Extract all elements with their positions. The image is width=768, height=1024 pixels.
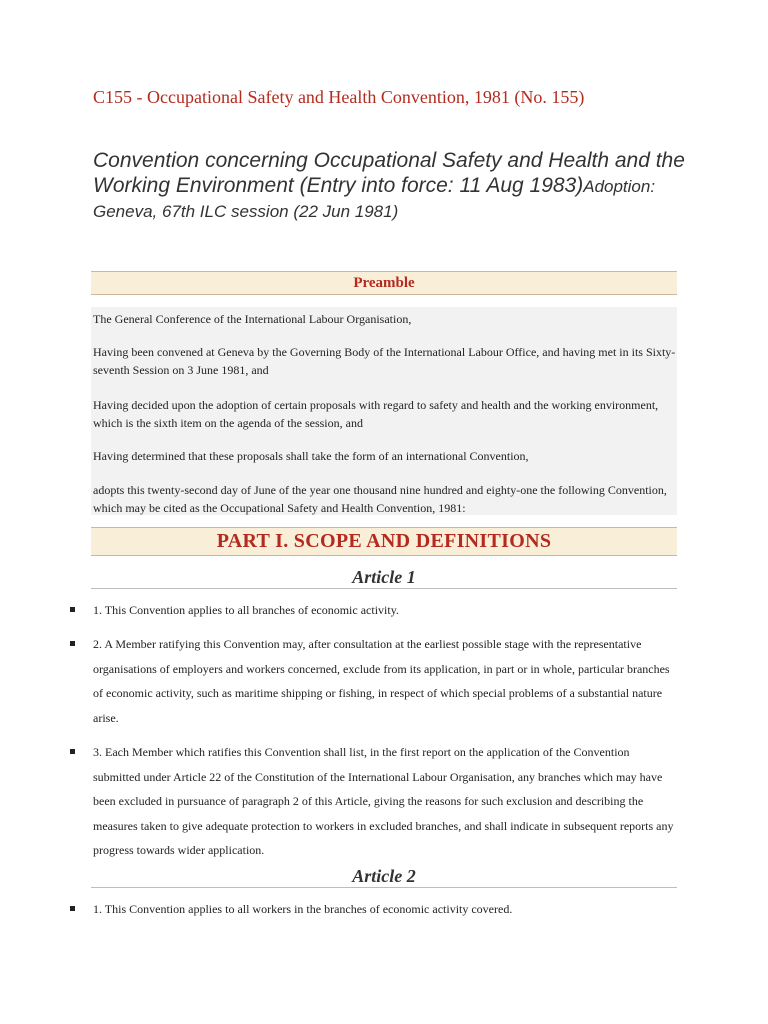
bullet-icon	[70, 906, 75, 911]
article-heading: Article 2	[91, 865, 677, 888]
convention-subtitle	[93, 149, 693, 225]
document-title: C155 - Occupational Safety and Health Convention, 1981 (No. 155)	[93, 87, 585, 107]
preamble-heading: Preamble	[91, 271, 677, 295]
bullet-icon	[70, 607, 75, 612]
part-heading: PART I. SCOPE AND DEFINITIONS	[91, 527, 677, 556]
adoption-info: Adoption: Geneva, 67th ILC session (22 Jun 1981)	[93, 176, 656, 221]
article-paragraph: 1. This Convention applies to all branches of economic activity.	[93, 603, 399, 617]
bullet-icon	[70, 749, 75, 754]
preamble-paragraph: adopts this twenty-second day of June of the year one thousand nine hundred and eighty-one the following Convention, which may be cited as the Occupational Safety and Health Convention, 1981:	[93, 483, 667, 515]
bullet-icon	[70, 641, 75, 646]
article-paragraph: 3. Each Member which ratifies this Convention shall list, in the first report on the application of the Convention submitted under Article 22 of the Constitution of the International Labour Organisation, any branches which may have been excluded in pursuance of paragraph 2 of this Article, giving the reasons for such exclusion and describing the measures taken to give adequate protection to workers in excluded branches, and shall indicate in subsequent reports any progress towards wider application.	[93, 745, 674, 858]
article-heading: Article 1	[91, 566, 677, 589]
preamble-paragraph: Having decided upon the adoption of certain proposals with regard to safety and health and the working environment, which is the sixth item on the agenda of the session, and	[93, 398, 659, 430]
preamble-paragraph: The General Conference of the International Labour Organisation,	[93, 312, 412, 326]
subtitle-text: Convention concerning Occupational Safety and Health and the Working Environment (Entry into force: 11 Aug 1983)	[93, 149, 685, 197]
preamble-paragraph: Having determined that these proposals shall take the form of an international Convention,	[93, 449, 529, 463]
preamble-paragraph: Having been convened at Geneva by the Governing Body of the International Labour Office, and having met in its Sixty-seventh Session on 3 June 1981, and	[93, 345, 676, 377]
article-paragraph: 2. A Member ratifying this Convention may, after consultation at the earliest possible stage with the representative organisations of employers and workers concerned, exclude from its application, in part or in whole, particular branches of economic activity, such as maritime shipping or fishing, in respect of which special problems of a substantial nature arise.	[93, 637, 670, 725]
article-paragraph: 1. This Convention applies to all workers in the branches of economic activity covered.	[93, 902, 513, 916]
